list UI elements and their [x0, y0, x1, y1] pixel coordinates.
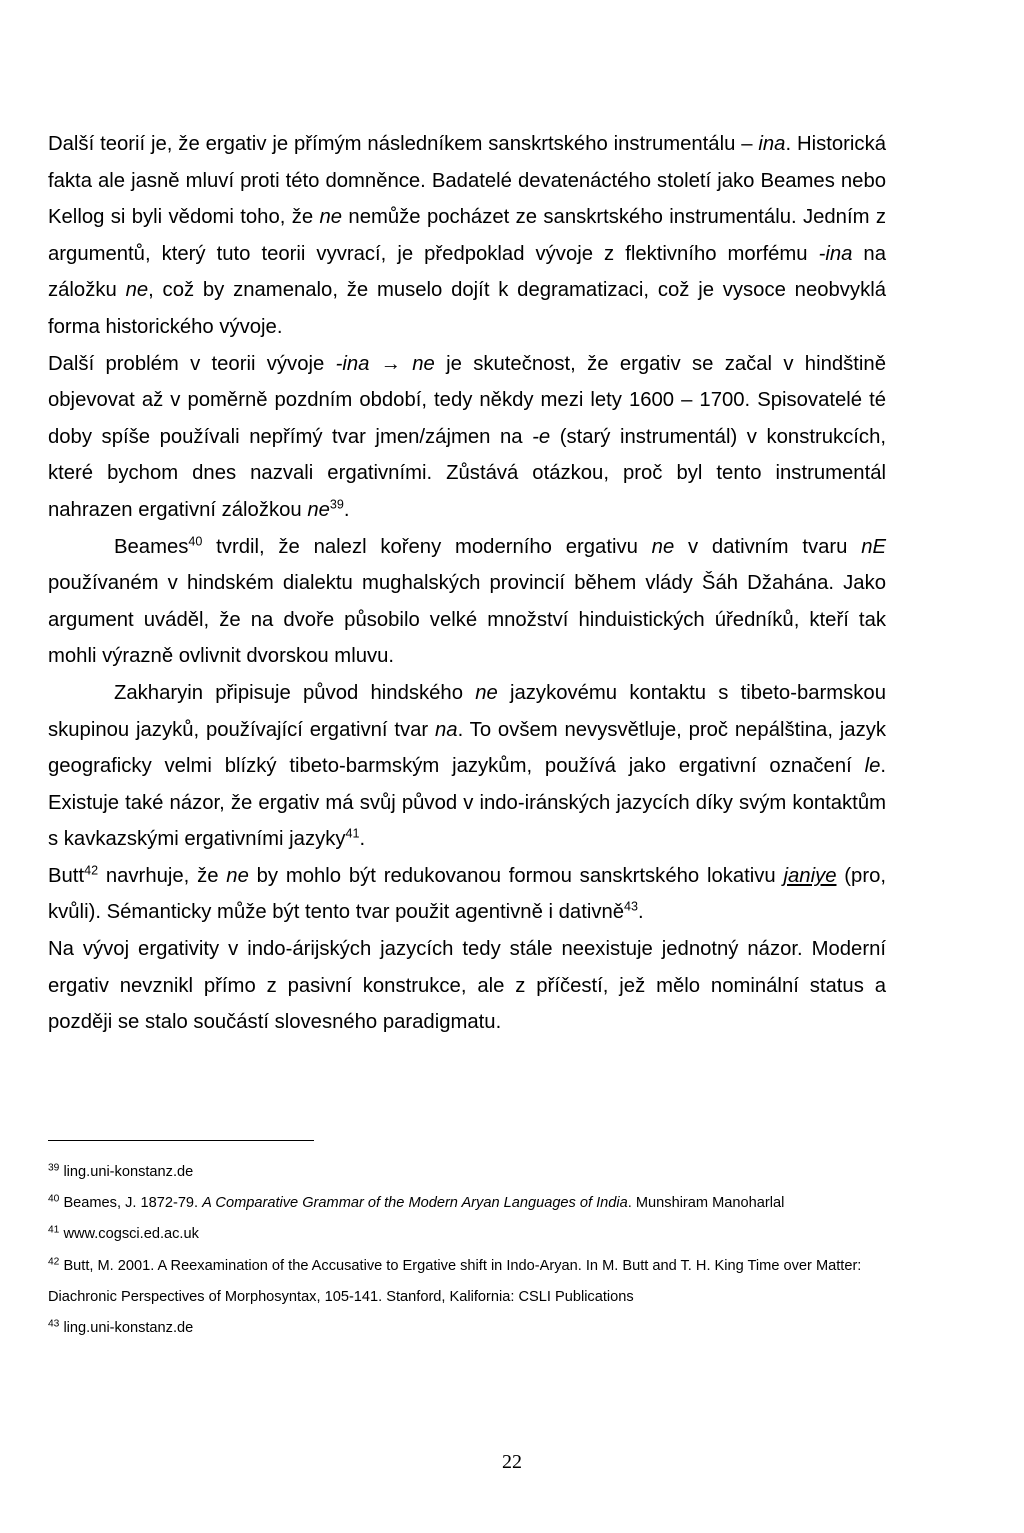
text-run: navrhuje, že [98, 864, 227, 887]
footnote-number: 39 [48, 1162, 60, 1174]
footnote [48, 1313, 886, 1344]
text-run: (starý instrumentál) v konstrukcích, které bychom dnes nazvali ergativními. Zůstává otázkou, proč byl tento instrumentál nahrazen ergativní záložkou [48, 425, 886, 521]
text-run: Butt, M. 2001. A Reexamination of the Accusative to Ergative shift in Indo-Aryan. In M. Butt and T. H. King Time over Matter: Diachronic Perspectives of Morphosyntax, 105-141. Stanford, Kalifornia: CSLI Publications [48, 1257, 862, 1305]
text-run: Zakharyin připisuje původ hindského [114, 681, 476, 704]
emphasized-term: janiye [783, 864, 837, 887]
emphasized-term: ne [307, 498, 330, 521]
emphasized-term: ne [125, 279, 149, 302]
emphasized-term: ne [319, 206, 343, 229]
footnote [48, 1188, 886, 1219]
footnote-number: 43 [48, 1318, 60, 1330]
footnote [48, 1157, 886, 1188]
emphasized-term: ne [475, 681, 498, 704]
text-run: (pro, kvůli). Sémanticky může být tento tvar použit agentivně i dativně [48, 864, 886, 924]
text-run: → [369, 352, 413, 375]
paragraph [48, 529, 886, 675]
footnotes [48, 1157, 886, 1344]
emphasized-term: -e [532, 425, 551, 448]
footnote-number: 40 [48, 1193, 60, 1205]
emphasized-term: ne [226, 864, 249, 887]
emphasized-term: A Comparative Grammar of the Modern Aryan Languages of India [202, 1195, 628, 1212]
text-run: . [638, 901, 644, 924]
text-run: Na vývoj ergativity v indo-árijských jazycích tedy stále neexistuje jednotný názor. Moderní ergativ nevznikl přímo z pasivní konstrukce, ale z příčestí, jež mělo nominální status a později se stalo součástí slovesného paradigmatu. [48, 938, 886, 1034]
paragraph [48, 931, 886, 1041]
emphasized-term: ne [412, 352, 435, 375]
text-run: . To ovšem nevysvětluje, proč nepálština, jazyk geograficky velmi blízký tibeto-barmským jazykům, používá jako ergativní označení [48, 718, 886, 778]
text-run: nemůže pocházet ze sanskrtského instrumentálu. Jedním z argumentů, který tuto teorii vyvrací, je předpoklad vývoje z flektivního morfému [48, 206, 886, 265]
text-run: . Existuje také názor, že ergativ má svůj původ v indo-iránských jazycích díky svým kontaktům s kavkazskými ergativními jazyky [48, 755, 886, 851]
body-text [48, 126, 886, 1041]
text-run: . Munshiram Manoharlal [627, 1195, 785, 1212]
footnote-reference: 43 [624, 900, 639, 915]
text-run: , což by znamenalo, že muselo dojít k degramatizaci, což je vysoce neobvyklá forma historického vývoje. [48, 279, 886, 338]
text-run: . [359, 828, 366, 851]
text-run: Další teorií je, že ergativ je přímým následníkem sanskrtského instrumentálu – [48, 133, 759, 155]
emphasized-term: -ina [818, 242, 853, 265]
footnote-reference: 41 [345, 826, 360, 841]
page-number: 22 [502, 1451, 522, 1473]
paragraph [48, 675, 886, 858]
footnote-separator [48, 1140, 314, 1141]
text-run: Beames, J. 1872-79. [63, 1195, 203, 1212]
emphasized-term: le [864, 755, 881, 778]
footnote-reference: 42 [84, 863, 99, 878]
text-run: Butt [48, 864, 85, 887]
text-run: tvrdil, že nalezl kořeny moderního ergativu [202, 535, 652, 558]
emphasized-term: ne [651, 535, 675, 558]
text-run: Další problém v teorii vývoje [48, 352, 336, 375]
text-run: . [343, 498, 350, 521]
footnote-number: 42 [48, 1256, 60, 1267]
text-run: v dativním tvaru [674, 535, 862, 558]
text-run: ling.uni-konstanz.de [63, 1320, 194, 1337]
emphasized-term: nE [861, 535, 887, 558]
footnote-number: 41 [48, 1224, 60, 1236]
text-run: www.cogsci.ed.ac.uk [63, 1226, 199, 1243]
text-run: je skutečnost, že ergativ se začal v hindštině objevovat až v poměrně pozdním období, tedy někdy mezi lety 1600 – 1700. Spisovatelé té doby spíše používali nepřímý tvar jmen/zájmen na [48, 352, 886, 448]
text-run: ling.uni-konstanz.de [63, 1164, 194, 1180]
footnote-reference: 40 [188, 534, 203, 549]
text-run: jazykovému kontaktu s tibeto-barmskou skupinou jazyků, používající ergativní tvar [48, 681, 886, 741]
footnote-reference: 39 [329, 497, 344, 512]
paragraph [48, 858, 886, 931]
text-run: . Historická fakta ale jasně mluví proti této domněnce. Badatelé devatenáctého století jako Beames nebo Kellog si byli vědomi toho, že [48, 133, 886, 229]
footnote [48, 1219, 886, 1250]
emphasized-term: -ina [335, 352, 370, 375]
text-run: Beames [114, 535, 189, 558]
paragraph [48, 346, 886, 529]
text-run: by mohlo být redukovanou formou sanskrtského lokativu [248, 864, 784, 887]
text-run: používaném v hindském dialektu mughalských provincií během vlády Šáh Džahána. Jako argument uváděl, že na dvoře působilo velké množství hinduistických úředníků, kteří tak mohli výrazně ovlivnit dvorskou mluvu. [48, 572, 886, 668]
emphasized-term: na [435, 718, 458, 741]
emphasized-term: ina [758, 133, 786, 155]
text-run: na záložku [48, 242, 886, 302]
footnote [48, 1251, 886, 1313]
paragraph [48, 126, 886, 346]
